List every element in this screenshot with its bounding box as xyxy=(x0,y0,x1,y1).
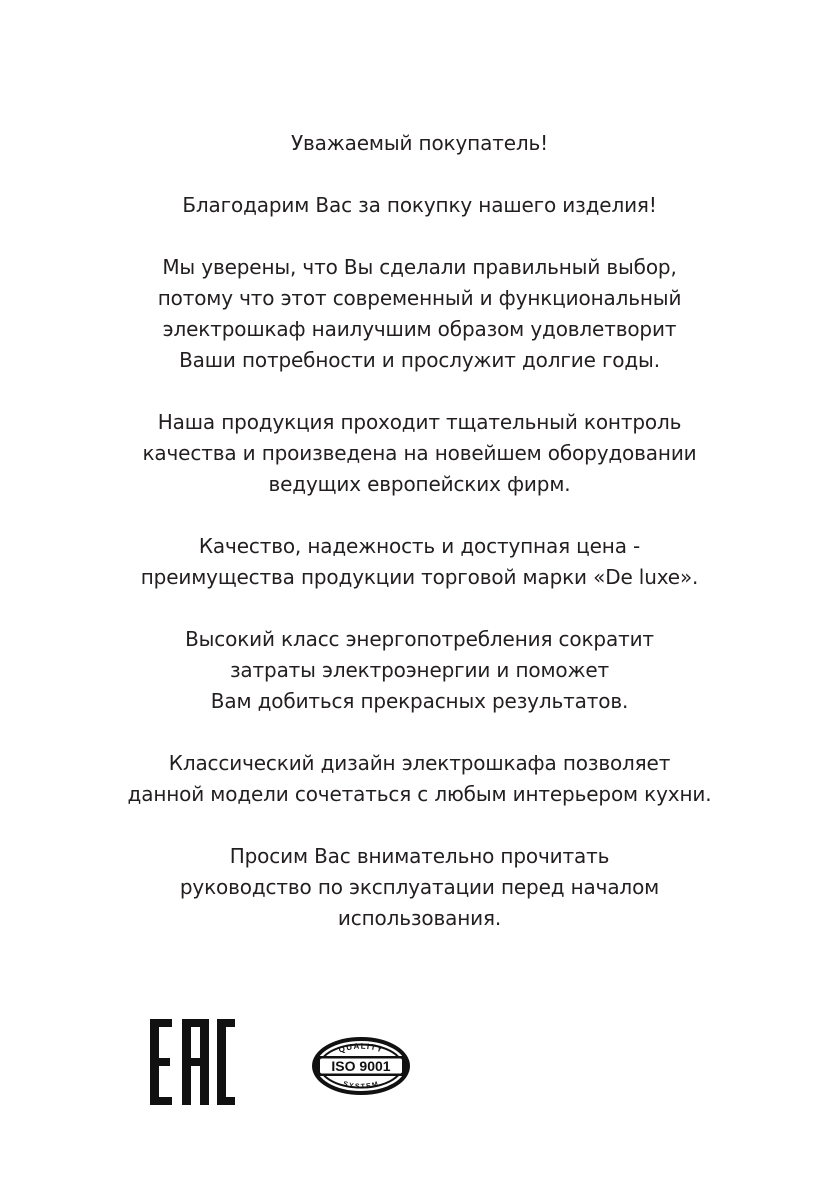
text-line: преимущества продукции торговой марки «De luxe». xyxy=(140,565,699,589)
text-line: потому что этот современный и функциональный xyxy=(157,286,682,310)
text-line: Уважаемый покупатель! xyxy=(291,131,548,155)
paragraph-greeting xyxy=(0,128,839,159)
text-line: Благодарим Вас за покупку нашего изделия! xyxy=(182,193,657,217)
iso-9001-seal-icon xyxy=(312,1037,410,1095)
eac-mark-icon xyxy=(150,1019,235,1105)
text-line: Ваши потребности и прослужит долгие годы. xyxy=(179,348,660,372)
text-line: Наша продукция проходит тщательный контроль xyxy=(157,410,682,434)
text-line: Высокий класс энергопотребления сократит xyxy=(185,627,654,651)
text-line: Мы уверены, что Вы сделали правильный выбор, xyxy=(162,255,677,279)
paragraph-design xyxy=(0,748,839,810)
iso-seal-top-text: QUALITY xyxy=(337,1041,385,1055)
text-line: качества и произведена на новейшем оборудовании xyxy=(142,441,697,465)
certification-marks xyxy=(0,1015,839,1115)
paragraph-read-manual xyxy=(0,841,839,934)
iso-seal-middle-text: ISO 9001 xyxy=(331,1058,391,1074)
paragraph-energy-class xyxy=(0,624,839,717)
text-line: руководство по эксплуатации перед началом xyxy=(179,875,660,899)
text-line: Просим Вас внимательно прочитать xyxy=(229,844,610,868)
text-line: Классический дизайн электрошкафа позволяет xyxy=(168,751,671,775)
text-line: использования. xyxy=(337,906,502,930)
paragraph-advantages xyxy=(0,531,839,593)
text-line: ведущих европейских фирм. xyxy=(268,472,571,496)
paragraph-right-choice xyxy=(0,252,839,376)
paragraph-quality-control xyxy=(0,407,839,500)
paragraph-thanks xyxy=(0,190,839,221)
iso-seal-bottom-text: SYSTEM xyxy=(342,1080,380,1091)
text-line: электрошкаф наилучшим образом удовлетворит xyxy=(162,317,677,341)
letter-body xyxy=(0,128,839,965)
text-line: Вам добиться прекрасных результатов. xyxy=(210,689,629,713)
text-line: Качество, надежность и доступная цена - xyxy=(198,534,641,558)
text-line: данной модели сочетаться с любым интерьером кухни. xyxy=(127,782,712,806)
text-line: затраты электроэнергии и поможет xyxy=(229,658,610,682)
